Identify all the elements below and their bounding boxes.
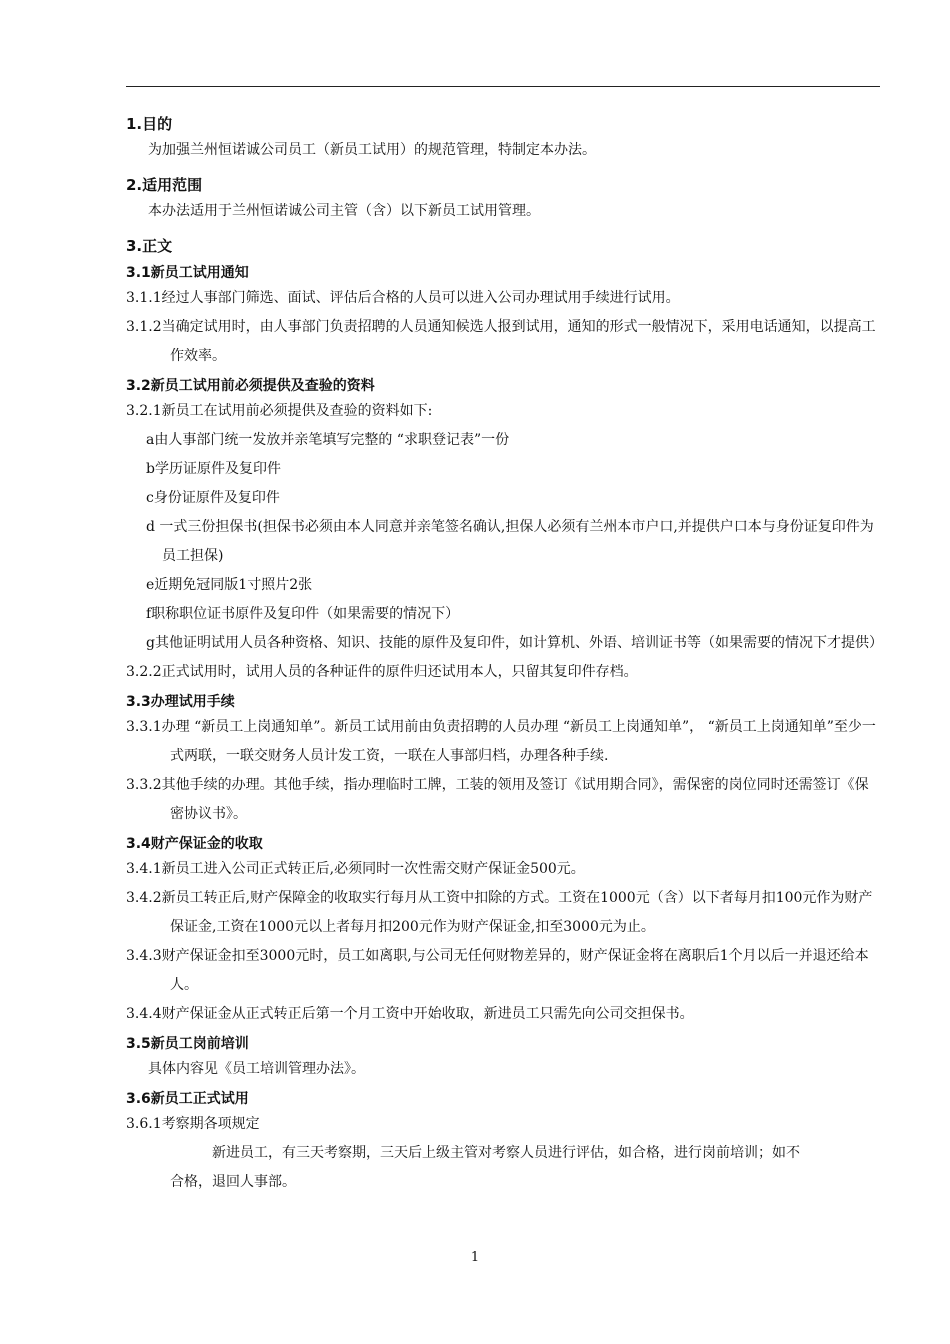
- section-2-title: 2.适用范围: [126, 176, 203, 194]
- section-1-text: 为加强兰州恒诺诚公司员工（新员工试用）的规范管理，特制定本办法。: [148, 142, 596, 158]
- section-2-text: 本办法适用于兰州恒诺诚公司主管（含）以下新员工试用管理。: [148, 203, 540, 219]
- clause-3-4-3: 3.4.3财产保证金扣至3000元时，员工如离职,与公司无任何财物差异的，财产保证金将在离职后1个月以后一并退还给本人。: [126, 948, 869, 993]
- clause-3-6-1-text-cont: 合格，退回人事部。: [170, 1174, 296, 1190]
- header-rule: [126, 86, 880, 87]
- clause-3-6-1-text: 新进员工，有三天考察期，三天后上级主管对考察人员进行评估，如合格，进行岗前培训；如不: [212, 1145, 800, 1161]
- list-item-c: c身份证原件及复印件: [146, 490, 280, 506]
- clause-3-4-1: 3.4.1新员工进入公司正式转正后,必须同时一次性需交财产保证金500元。: [126, 861, 585, 877]
- section-3-3-title: 3.3办理试用手续: [126, 694, 235, 710]
- section-3-1-title: 3.1新员工试用通知: [126, 265, 249, 281]
- clause-3-4-4: 3.4.4财产保证金从正式转正后第一个月工资中开始收取，新进员工只需先向公司交担保书。: [126, 1006, 694, 1022]
- page-number: 1: [470, 1250, 480, 1265]
- list-item-e: e近期免冠同版1寸照片2张: [146, 577, 313, 593]
- clause-3-3-1: 3.3.1办理 “新员工上岗通知单”。新员工试用前由负责招聘的人员办理 “新员工上岗通知单”， “新员工上岗通知单”至少一式两联，一联交财务人员计发工资，一联在人事部归档，办理各种手续.: [126, 719, 876, 764]
- clause-3-2-1: 3.2.1新员工在试用前必须提供及查验的资料如下:: [126, 403, 433, 419]
- section-3-5-title: 3.5新员工岗前培训: [126, 1036, 249, 1052]
- clause-3-3-2: 3.3.2其他手续的办理。其他手续，指办理临时工牌，工装的领用及签订《试用期合同》，需保密的岗位同时还需签订《保密协议书》。: [126, 777, 869, 822]
- clause-3-1-2: 3.1.2当确定试用时，由人事部门负责招聘的人员通知候选人报到试用，通知的形式一般情况下，采用电话通知，以提高工作效率。: [126, 319, 876, 364]
- section-3-5-text: 具体内容见《员工培训管理办法》。: [148, 1061, 365, 1077]
- clause-3-4-2: 3.4.2新员工转正后,财产保障金的收取实行每月从工资中扣除的方式。工资在1000元（含）以下者每月扣100元作为财产保证金,工资在1000元以上者每月扣200元作为财产保证金,扣至3000元为止。: [126, 890, 873, 935]
- section-3-title: 3.正文: [126, 237, 173, 255]
- list-item-d: d 一式三份担保书(担保书必须由本人同意并亲笔签名确认,担保人必须有兰州本市户口,并提供户口本与身份证复印件为员工担保): [146, 519, 874, 564]
- list-item-g: g其他证明试用人员各种资格、知识、技能的原件及复印件，如计算机、外语、培训证书等（如果需要的情况下才提供）: [146, 635, 883, 651]
- section-1-title: 1.目的: [126, 115, 173, 133]
- section-3-4-title: 3.4财产保证金的收取: [126, 836, 263, 852]
- section-3-2-title: 3.2新员工试用前必须提供及查验的资料: [126, 378, 375, 394]
- clause-3-1-1: 3.1.1经过人事部门筛选、面试、评估后合格的人员可以进入公司办理试用手续进行试用。: [126, 290, 680, 306]
- list-item-a: a由人事部门统一发放并亲笔填写完整的 “求职登记表”一份: [146, 432, 510, 448]
- list-item-f: f职称职位证书原件及复印件（如果需要的情况下）: [146, 606, 460, 622]
- clause-3-2-2: 3.2.2正式试用时，试用人员的各种证件的原件归还试用本人，只留其复印件存档。: [126, 664, 638, 680]
- document-body: [126, 112, 883, 1197]
- clause-3-6-1: 3.6.1考察期各项规定: [126, 1116, 260, 1132]
- list-item-b: b学历证原件及复印件: [146, 461, 281, 477]
- section-3-6-title: 3.6新员工正式试用: [126, 1091, 249, 1107]
